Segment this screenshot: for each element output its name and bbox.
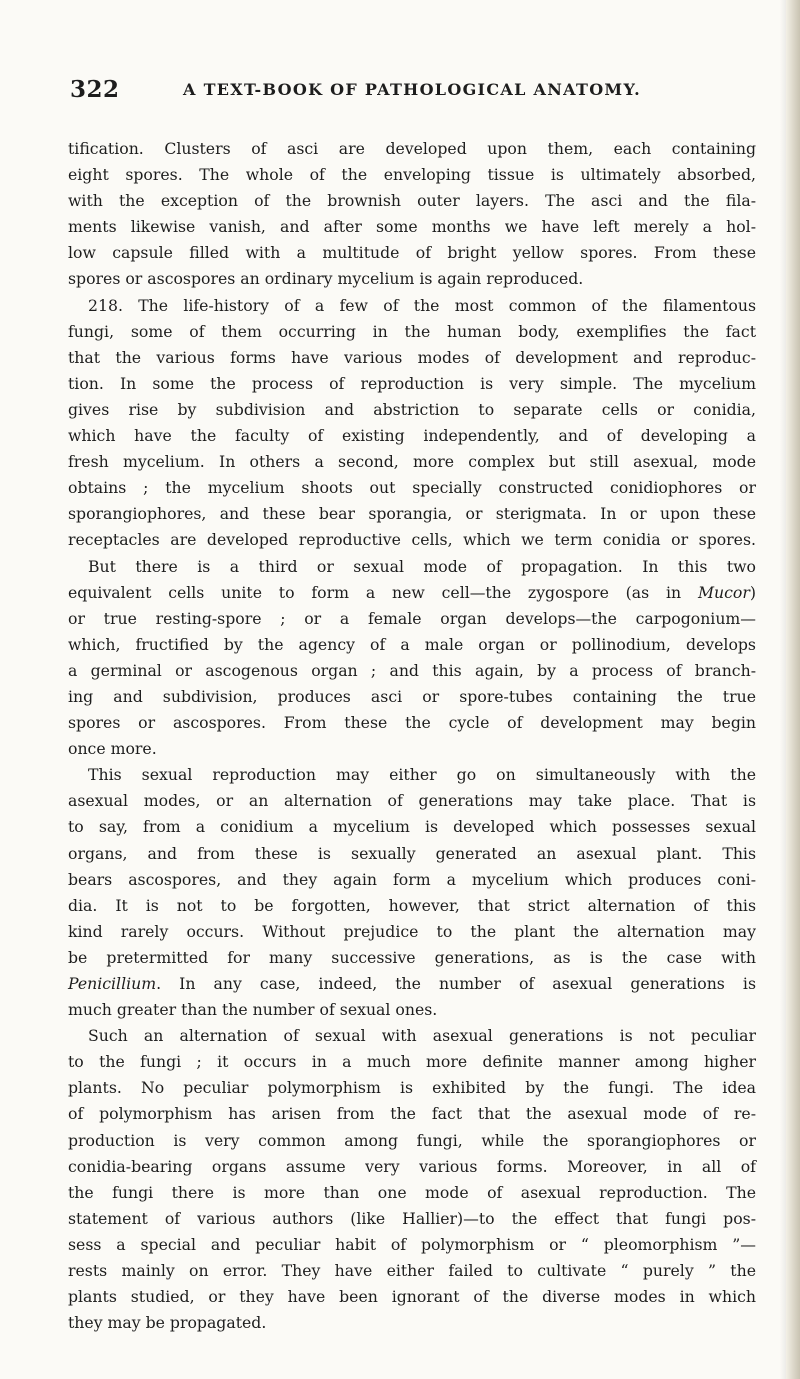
text-line: equivalent cells unite to form a new cell—the zygospore (as in Mucor) (68, 582, 756, 602)
text-line: ing and subdivision, produces asci or spore-tubes containing the true (68, 686, 756, 706)
text-line: fungi, some of them occurring in the human body, exemplifies the fact (68, 321, 756, 341)
text-line: But there is a third or sexual mode of propagation. In this two (88, 556, 756, 576)
page-number: 322 (70, 76, 120, 103)
text-line: kind rarely occurs. Without prejudice to the plant the alternation may (68, 921, 756, 941)
text-line: which, fructified by the agency of a male organ or pollinodium, develops (68, 634, 756, 654)
text-line: that the various forms have various modes of development and reproduc- (68, 347, 756, 367)
text-line: This sexual reproduction may either go on simultaneously with the (88, 765, 756, 785)
page-edge (786, 0, 800, 1379)
text-line: Such an alternation of sexual with asexual generations is not peculiar (88, 1026, 756, 1046)
text-line: low capsule filled with a multitude of bright yellow spores. From these (68, 243, 756, 263)
text-line: to say, from a conidium a mycelium is developed which possesses sexual (68, 817, 756, 837)
text-line: a germinal or ascogenous organ ; and this again, by a process of branch- (68, 660, 756, 680)
text-line: spores or ascospores. From these the cycle of development may begin (68, 713, 756, 733)
text-line: bears ascospores, and they again form a mycelium which produces coni- (68, 869, 756, 889)
text-line: tification. Clusters of asci are developed upon them, each containing (68, 139, 756, 158)
text-line: 218. The life-history of a few of the most common of the filamentous (88, 295, 756, 315)
text-line: plants studied, or they have been ignorant of the diverse modes in which (68, 1287, 756, 1307)
text-line: sess a special and peculiar habit of polymorphism or “ pleomorphism ”— (68, 1234, 756, 1254)
text-line: spores or ascospores an ordinary mycelium is again reproduced. (68, 269, 584, 289)
text-line: obtains ; the mycelium shoots out specially constructed conidiophores or (68, 478, 756, 498)
text-line: tion. In some the process of reproduction is very simple. The mycelium (68, 373, 756, 393)
text-line: Penicillium. In any case, indeed, the number of asexual generations is (68, 974, 756, 993)
text-line: to the fungi ; it occurs in a much more definite manner among higher (68, 1052, 756, 1072)
running-head (70, 76, 756, 106)
text-line: fresh mycelium. In others a second, more complex but still asexual, mode (68, 452, 756, 472)
body-text (68, 136, 756, 1336)
text-line: rests mainly on error. They have either failed to cultivate “ purely ” the (68, 1261, 756, 1281)
text-line: plants. No peculiar polymorphism is exhibited by the fungi. The idea (68, 1078, 756, 1098)
text-line: sporangiophores, and these bear sporangia, or sterigmata. In or upon these (68, 504, 756, 524)
text-line: which have the faculty of existing independently, and of developing a (68, 426, 756, 446)
text-line: or true resting-spore ; or a female organ develops—the carpogonium— (68, 608, 756, 628)
text-line: dia. It is not to be forgotten, however, that strict alternation of this (68, 895, 756, 915)
text-line: the fungi there is more than one mode of asexual reproduction. The (68, 1182, 756, 1202)
text-line: eight spores. The whole of the enveloping tissue is ultimately absorbed, (68, 165, 756, 185)
text-line: asexual modes, or an alternation of generations may take place. That is (68, 791, 756, 811)
text-line: ments likewise vanish, and after some months we have left merely a hol- (68, 217, 756, 237)
text-line: they may be propagated. (68, 1313, 267, 1333)
text-line: gives rise by subdivision and abstriction to separate cells or conidia, (68, 399, 756, 419)
text-line: organs, and from these is sexually generated an asexual plant. This (68, 843, 756, 863)
text-line: once more. (68, 739, 157, 759)
text-line: statement of various authors (like Hallier)—to the effect that fungi pos- (68, 1208, 756, 1228)
text-line: production is very common among fungi, while the sporangiophores or (68, 1130, 756, 1150)
text-line: receptacles are developed reproductive cells, which we term conidia or spores. (68, 530, 756, 550)
text-line: with the exception of the brownish outer layers. The asci and the fila- (68, 191, 756, 211)
text-line: of polymorphism has arisen from the fact that the asexual mode of re- (68, 1104, 756, 1124)
text-line: much greater than the number of sexual ones. (68, 1000, 438, 1020)
text-line: be pretermitted for many successive generations, as is the case with (68, 947, 756, 967)
running-title: A TEXT-BOOK OF PATHOLOGICAL ANATOMY. (183, 80, 641, 99)
text-line: conidia-bearing organs assume very various forms. Moreover, in all of (68, 1156, 756, 1176)
